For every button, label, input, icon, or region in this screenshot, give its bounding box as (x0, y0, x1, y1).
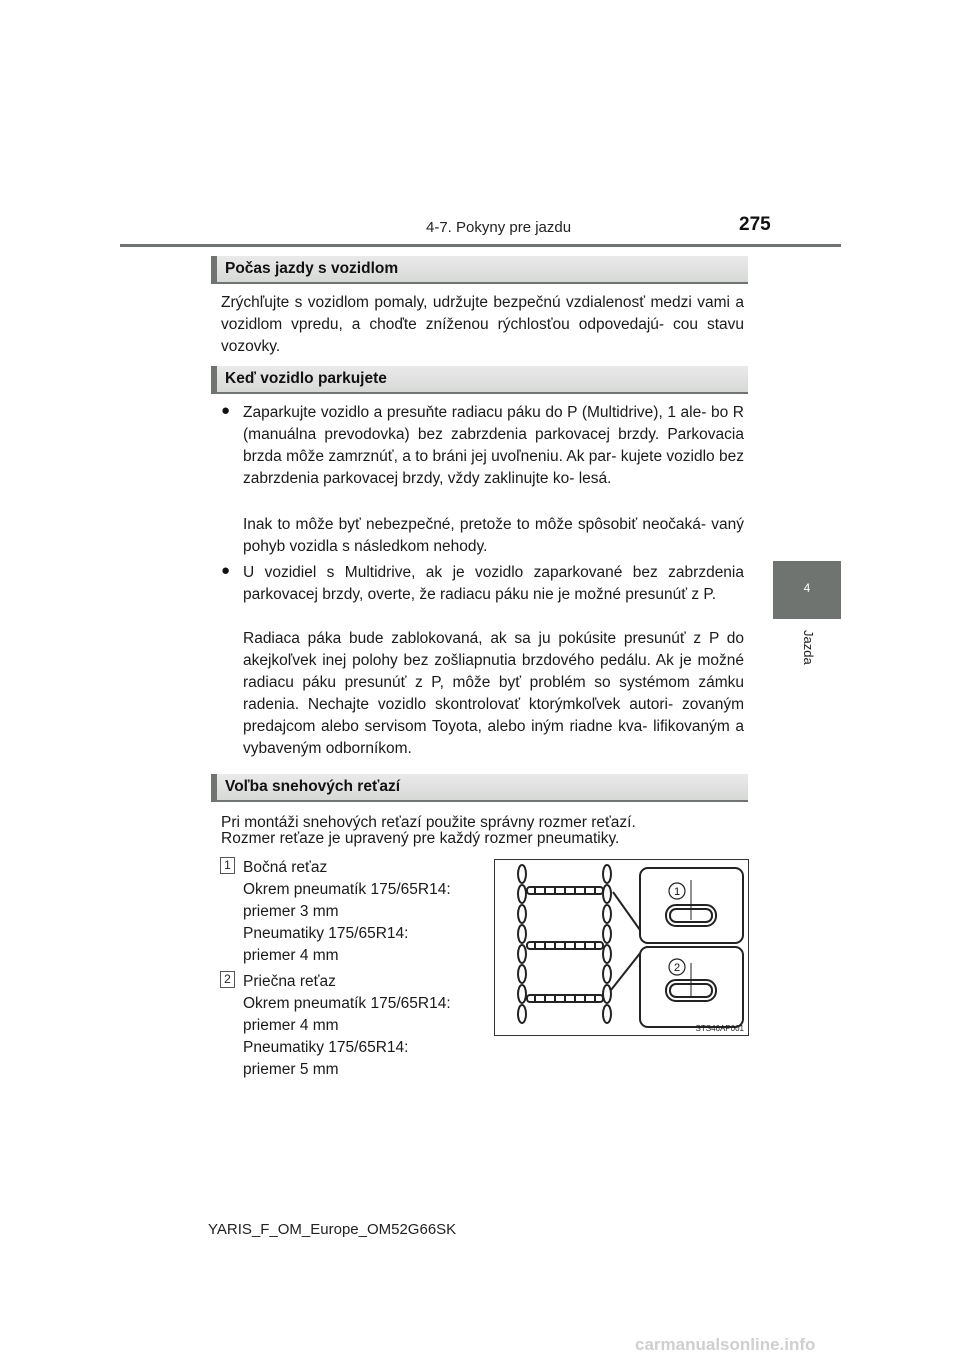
cross-chains (527, 887, 603, 1002)
legend-name-1: Bočná reťaz (243, 859, 328, 876)
callout-label-2: 2 (673, 962, 681, 974)
section-title-chains: Voľba snehových reťazí (225, 778, 401, 795)
zoom-callout-boxes (640, 868, 743, 1027)
document-id: YARIS_F_OM_Europe_OM52G66SK (208, 1221, 457, 1238)
chapter-label: Jazda (801, 630, 816, 665)
snow-chain-figure (494, 859, 749, 1036)
section-title-driving: Počas jazdy s vozidlom (225, 260, 399, 277)
section-bar-driving (211, 256, 748, 284)
legend-1-line-4: priemer 4 mm (243, 947, 339, 964)
parking-item-2-note: Radiaca páka bude zablokovaná, ak sa ju pokúsite presunúť z P do akejkoľvek inej polohy bez zošliapnutia brzdového pedálu. Ak je možné radiacu páku presunúť z P, môže byť problém so systémom zámku radenia. Nechajte vozidlo skontrolovať ktorýmkoľvek autori- zovaným predajcom alebo servisom Toyota, alebo iným riadne kva- lifikovaným a vybaveným odborníkom. (243, 630, 744, 757)
header-divider (120, 244, 841, 247)
driving-paragraph: Zrýchľujte s vozidlom pomaly, udržujte bezpečnú vzdialenosť medzi vami a vozidlom vpredu, a choďte zníženou rýchlosťou odpovedajú- cou stavu vozovky. (221, 294, 744, 355)
watermark: carmanualsonline.info (635, 1335, 816, 1354)
legend-number-1: 1 (220, 857, 235, 874)
left-side-chain (518, 865, 526, 1023)
bullet-icon: ● (221, 402, 231, 419)
section-bar-chains (211, 774, 748, 802)
snow-chain-illustration (495, 860, 748, 1035)
legend-2-line-1: Okrem pneumatík 175/65R14: (243, 995, 451, 1012)
bullet-icon: ● (221, 562, 231, 579)
legend-2-line-2: priemer 4 mm (243, 1017, 339, 1034)
parking-item-1: Zaparkujte vozidlo a presuňte radiacu páku do P (Multidrive), 1 ale- bo R (manuálna prevodovka) bez zabrzdenia parkovacej brzdy. Parkovacia brzda môže zamrznúť, a to bráni jej uvoľneniu. Ak par- kujete vozidlo bez zabrzdenia parkovacej brzdy, vždy zaklinujte ko- lesá. (243, 404, 744, 487)
right-side-chain (603, 865, 611, 1023)
page-number: 275 (739, 214, 771, 235)
legend-2-line-3: Pneumatiky 175/65R14: (243, 1039, 409, 1056)
legend-2-line-4: priemer 5 mm (243, 1061, 339, 1078)
legend-number-2: 2 (220, 971, 235, 988)
legend-1-line-1: Okrem pneumatík 175/65R14: (243, 881, 451, 898)
legend-name-2: Priečna reťaz (243, 973, 336, 990)
legend-1-line-2: priemer 3 mm (243, 903, 339, 920)
chains-intro-1: Pri montáži snehových reťazí použite správny rozmer reťazí. (221, 814, 636, 831)
section-bar-parking (211, 366, 748, 394)
section-title-parking: Keď vozidlo parkujete (225, 370, 387, 387)
parking-item-2: U vozidiel s Multidrive, ak je vozidlo zaparkované bez zabrzdenia parkovacej brzdy, overte, že radiacu páku nie je možné presunúť z P. (243, 564, 744, 603)
chains-intro-2: Rozmer reťaze je upravený pre každý rozmer pneumatiky. (221, 830, 620, 847)
parking-item-1-note: Inak to môže byť nebezpečné, pretože to môže spôsobiť neočaká- vaný pohyb vozidla s následkom nehody. (243, 516, 744, 555)
section-heading: 4-7. Pokyny pre jazdu (426, 219, 572, 236)
figure-code: STS46AP001 (695, 1024, 744, 1033)
callout-label-1: 1 (673, 886, 681, 898)
leader-lines (611, 892, 641, 990)
legend-1-line-3: Pneumatiky 175/65R14: (243, 925, 409, 942)
chapter-number: 4 (803, 581, 811, 595)
